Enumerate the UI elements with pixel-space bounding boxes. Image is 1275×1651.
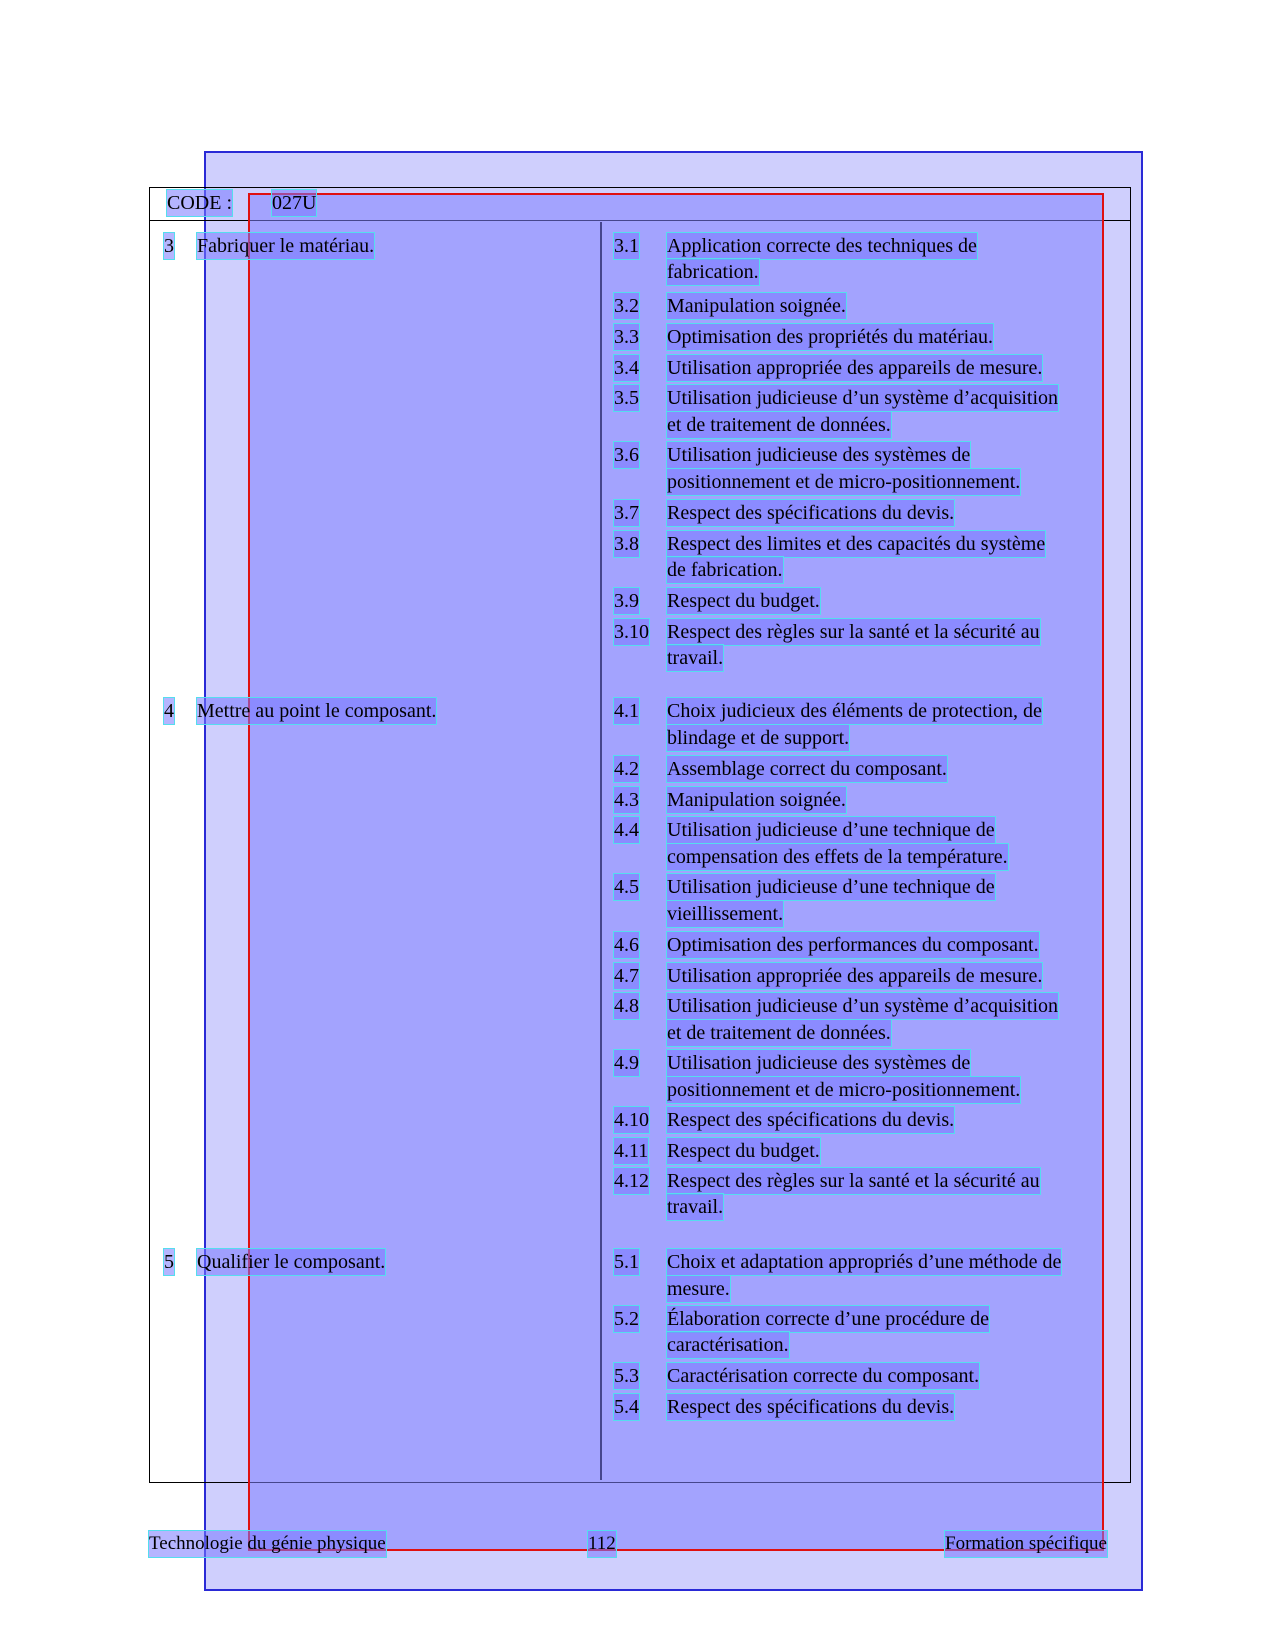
criterion-number: 3.1 [614, 235, 639, 257]
criterion-text: Utilisation judicieuse des systèmes de [667, 444, 971, 466]
criterion-number: 3.9 [614, 590, 639, 612]
footer-program: Technologie du génie physique [149, 1531, 386, 1557]
criterion-number: 4.6 [614, 934, 639, 956]
competency-number: 5 [164, 1251, 174, 1273]
criterion-number: 4.12 [614, 1170, 649, 1192]
criterion-number: 4.10 [614, 1109, 649, 1131]
criterion-number: 4.3 [614, 789, 639, 811]
criterion-number: 4.9 [614, 1052, 639, 1074]
criterion-text: Optimisation des performances du composant. [667, 934, 1039, 956]
criterion-number: 3.4 [614, 357, 639, 379]
criterion-number: 5.3 [614, 1365, 639, 1387]
criterion-text: de fabrication. [667, 559, 783, 581]
criterion-number: 3.2 [614, 295, 639, 317]
criterion-text: Choix et adaptation appropriés d’une méthode de [667, 1251, 1062, 1273]
criterion-text: positionnement et de micro-positionnement. [667, 1079, 1021, 1101]
criterion-text: Respect des spécifications du devis. [667, 1109, 955, 1131]
criterion-text: mesure. [667, 1278, 730, 1300]
criterion-text: Respect des spécifications du devis. [667, 1396, 955, 1418]
code-value: 027U [272, 192, 317, 214]
criterion-text: Utilisation judicieuse des systèmes de [667, 1052, 971, 1074]
criterion-text: Respect des spécifications du devis. [667, 502, 955, 524]
criterion-text: Élaboration correcte d’une procédure de [667, 1308, 990, 1330]
criterion-text: Utilisation judicieuse d’une technique de [667, 819, 995, 841]
criterion-text: Assemblage correct du composant. [667, 758, 947, 780]
criterion-text: Utilisation judicieuse d’un système d’acquisition [667, 995, 1059, 1017]
competency-label: Mettre au point le composant. [197, 700, 437, 722]
code-label: CODE : [167, 192, 232, 214]
criterion-text: Application correcte des techniques de [667, 235, 977, 257]
criterion-text: Manipulation soignée. [667, 789, 846, 811]
criterion-text: Utilisation judicieuse d’un système d’acquisition [667, 387, 1059, 409]
criterion-number: 4.5 [614, 876, 639, 898]
competency-number: 3 [164, 235, 174, 257]
criterion-text: blindage et de support. [667, 727, 850, 749]
criterion-text: et de traitement de données. [667, 1022, 891, 1044]
criterion-text: compensation des effets de la température. [667, 846, 1008, 868]
criterion-number: 4.4 [614, 819, 639, 841]
competency-label: Qualifier le composant. [197, 1251, 386, 1273]
criterion-number: 5.1 [614, 1251, 639, 1273]
criterion-text: Respect des règles sur la santé et la sécurité au [667, 1170, 1040, 1192]
criterion-text: Optimisation des propriétés du matériau. [667, 326, 994, 348]
criterion-number: 4.2 [614, 758, 639, 780]
criterion-number: 4.1 [614, 700, 639, 722]
criterion-text: travail. [667, 1196, 724, 1218]
criterion-number: 3.7 [614, 502, 639, 524]
criterion-text: positionnement et de micro-positionnement. [667, 471, 1021, 493]
footer-section: Formation spécifique [945, 1531, 1107, 1557]
criterion-text: fabrication. [667, 261, 759, 283]
criterion-text: caractérisation. [667, 1334, 789, 1356]
criterion-number: 3.3 [614, 326, 639, 348]
criterion-text: Respect des limites et des capacités du système [667, 533, 1046, 555]
criterion-number: 4.11 [614, 1140, 649, 1162]
criterion-number: 3.10 [614, 621, 649, 643]
criterion-text: Utilisation judicieuse d’une technique de [667, 876, 995, 898]
criterion-text: travail. [667, 647, 724, 669]
criterion-number: 4.8 [614, 995, 639, 1017]
criterion-text: et de traitement de données. [667, 414, 891, 436]
criterion-text: Choix judicieux des éléments de protection, de [667, 700, 1042, 722]
criterion-text: Manipulation soignée. [667, 295, 846, 317]
competency-number: 4 [164, 700, 174, 722]
criterion-number: 4.7 [614, 965, 639, 987]
criterion-text: Utilisation appropriée des appareils de mesure. [667, 965, 1043, 987]
criterion-number: 5.4 [614, 1396, 639, 1418]
criterion-number: 3.5 [614, 387, 639, 409]
criterion-text: Respect du budget. [667, 590, 820, 612]
criterion-number: 5.2 [614, 1308, 639, 1330]
criterion-text: vieillissement. [667, 903, 784, 925]
footer-page-number: 112 [588, 1531, 616, 1557]
criterion-text: Utilisation appropriée des appareils de mesure. [667, 357, 1043, 379]
criterion-text: Respect du budget. [667, 1140, 820, 1162]
criterion-number: 3.8 [614, 533, 639, 555]
criterion-text: Caractérisation correcte du composant. [667, 1365, 980, 1387]
criterion-text: Respect des règles sur la santé et la sécurité au [667, 621, 1040, 643]
criterion-number: 3.6 [614, 444, 639, 466]
competency-label: Fabriquer le matériau. [197, 235, 375, 257]
